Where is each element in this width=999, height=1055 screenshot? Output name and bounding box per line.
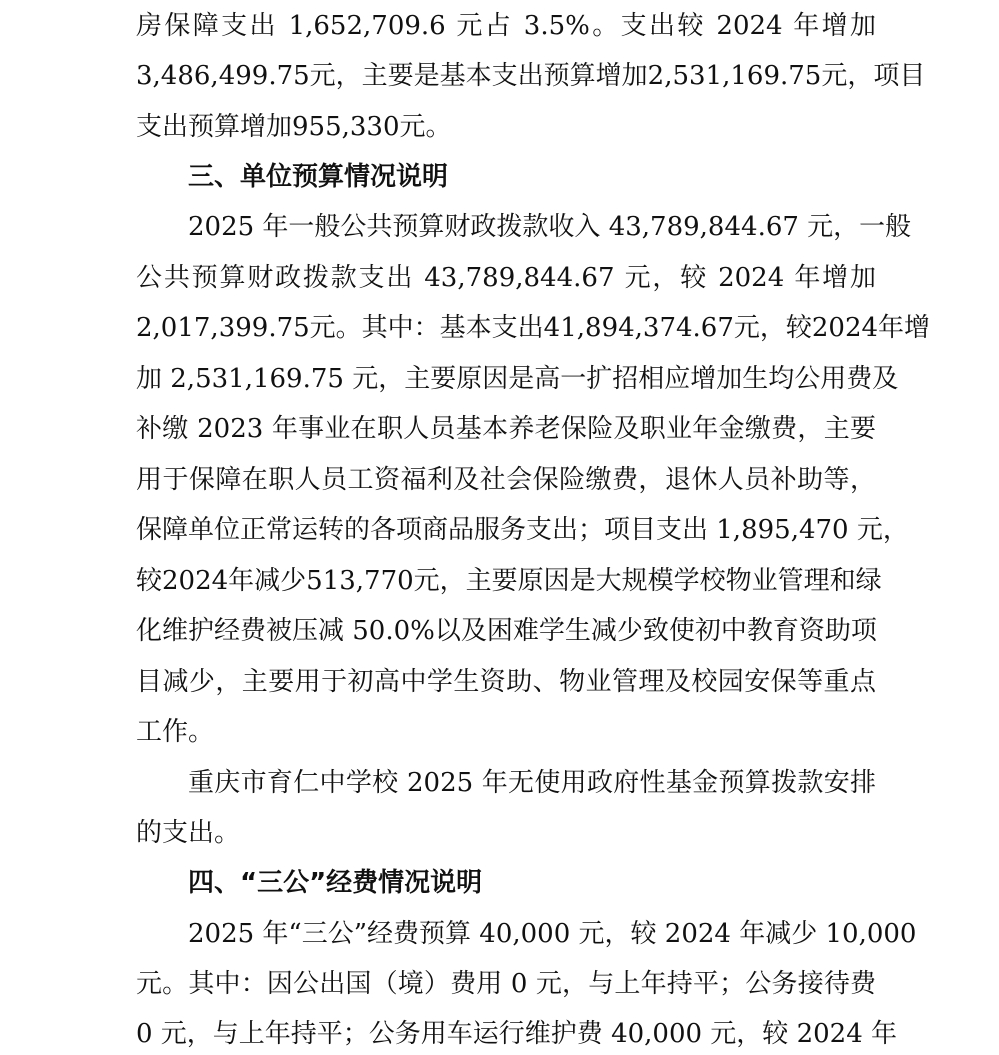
paragraph-line: 支出预算增加955,330元。	[136, 112, 452, 142]
paragraph-line: 3,486,499.75元，主要是基本支出预算增加2,531,169.75元，项目	[136, 61, 926, 91]
paragraph-line: 保障单位正常运转的各项商品服务支出；项目支出 1,895,470 元，	[136, 515, 909, 545]
paragraph-line: 工作。	[136, 717, 215, 747]
paragraph-line: 目减少，主要用于初高中学生资助、物业管理及校园安保等重点	[136, 667, 876, 697]
paragraph-line: 公共预算财政拨款支出 43,789,844.67 元，较 2024 年增加	[136, 263, 876, 293]
paragraph-line: 元。其中：因公出国（境）费用 0 元，与上年持平；公务接待费	[136, 969, 876, 999]
paragraph-line: 房保障支出 1,652,709.6 元占 3.5%。支出较 2024 年增加	[136, 11, 876, 41]
paragraph-line: 重庆市育仁中学校 2025 年无使用政府性基金预算拨款安排	[188, 768, 876, 798]
paragraph-line: 化维护经费被压减 50.0%以及困难学生减少致使初中教育资助项	[136, 616, 877, 646]
paragraph-line: 0 元，与上年持平；公务用车运行维护费 40,000 元，较 2024 年	[136, 1019, 898, 1049]
paragraph-line: 用于保障在职人员工资福利及社会保险缴费，退休人员补助等，	[136, 465, 876, 495]
paragraph-line: 2,017,399.75元。其中：基本支出41,894,374.67元，较2024年增	[136, 313, 931, 343]
section-heading-three-public-expenses: 四、“三公”经费情况说明	[188, 868, 483, 898]
section-heading-unit-budget: 三、单位预算情况说明	[188, 162, 449, 192]
paragraph-line: 较2024年减少513,770元，主要原因是大规模学校物业管理和绿	[136, 566, 882, 596]
paragraph-line: 补缴 2023 年事业在职人员基本养老保险及职业年金缴费，主要	[136, 414, 876, 444]
paragraph-line: 2025 年一般公共预算财政拨款收入 43,789,844.67 元，一般	[188, 212, 912, 242]
paragraph-line: 加 2,531,169.75 元，主要原因是高一扩招相应增加生均公用费及	[136, 364, 899, 394]
paragraph-line: 2025 年“三公”经费预算 40,000 元，较 2024 年减少 10,000	[188, 919, 917, 949]
paragraph-line: 的支出。	[136, 818, 241, 848]
